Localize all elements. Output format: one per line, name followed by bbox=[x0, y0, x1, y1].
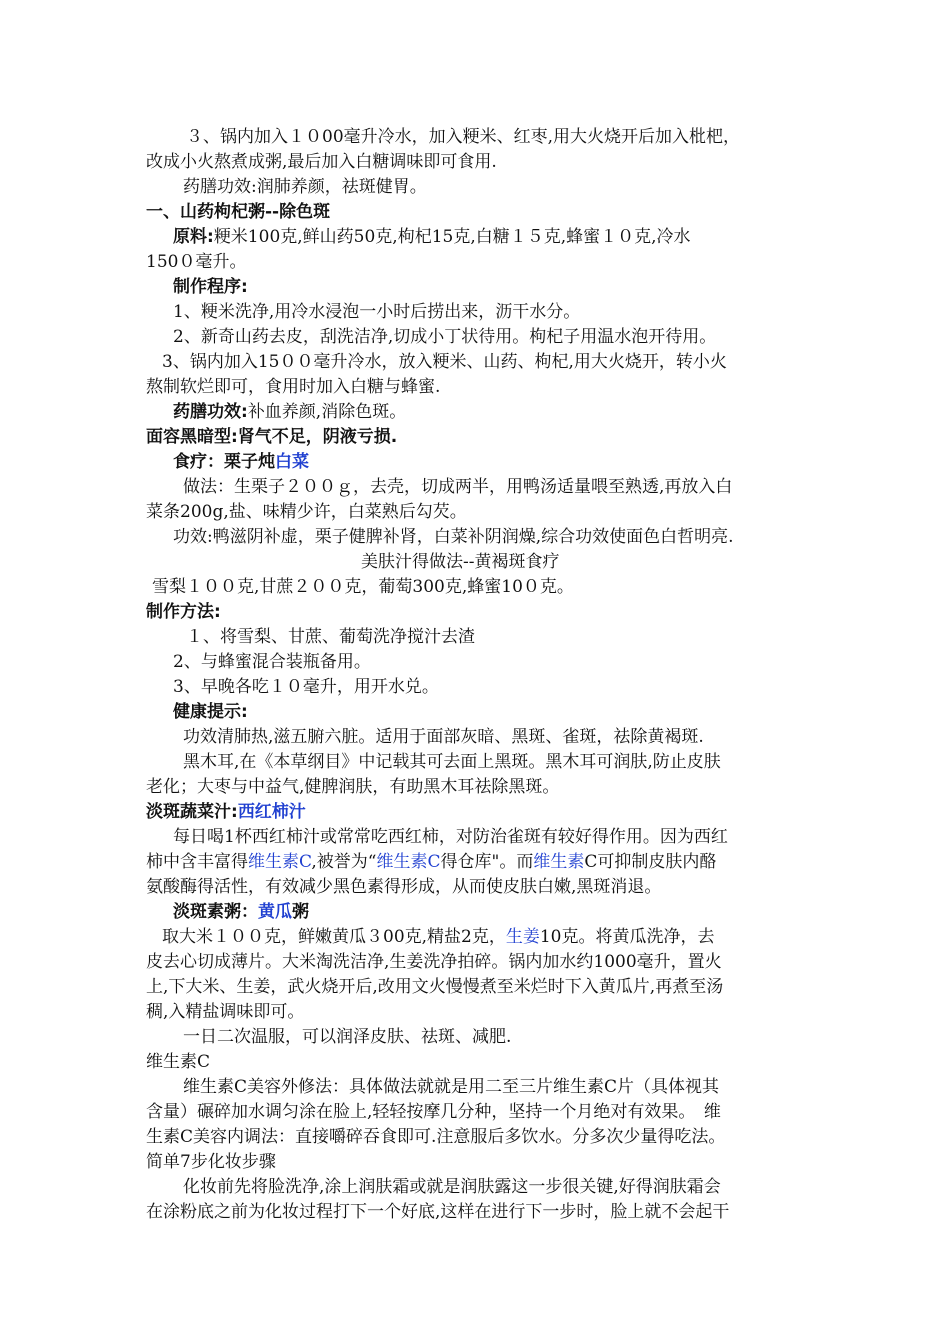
text-segment: 上,下大米、生姜，武火烧开后,改用文火慢慢煮至米烂时下入黄瓜片,再煮至汤 bbox=[146, 977, 724, 997]
text-segment: 熬制软烂即可，食用时加入白糖与蜂蜜. bbox=[146, 377, 441, 397]
text-line bbox=[183, 750, 721, 774]
hyperlink-text[interactable]: 维生素 bbox=[533, 852, 585, 872]
text-line bbox=[146, 1050, 210, 1074]
text-line bbox=[173, 825, 728, 849]
text-segment: 药膳功效:润肺养颜，祛斑健胃。 bbox=[183, 177, 427, 197]
centered-title bbox=[361, 550, 560, 574]
text-line bbox=[183, 1025, 511, 1049]
hyperlink-text[interactable]: 维生素C bbox=[248, 852, 312, 872]
text-segment: 皮去心切成薄片。大米淘洗洁净,生姜洗净拍碎。锅内加水约1000毫升，置火 bbox=[146, 952, 722, 972]
text-segment: 面容黑暗型:肾气不足，阴液亏损. bbox=[146, 427, 398, 447]
text-segment: 淡斑蔬菜汁: bbox=[146, 802, 238, 822]
text-segment: 取大米１００克，鲜嫩黄瓜３00克,精盐2克， bbox=[162, 927, 506, 947]
text-segment: 功效清肺热,滋五腑六脏。适用于面部灰暗、黑斑、雀斑，祛除黄褐斑. bbox=[183, 727, 704, 747]
text-segment: 制作程序: bbox=[173, 277, 248, 297]
text-segment: 雪梨１００克,甘蔗２００克，葡萄300克,蜂蜜10０克。 bbox=[152, 577, 574, 597]
text-segment: 得仓库"。而 bbox=[440, 852, 534, 872]
hyperlink-text[interactable]: 白菜 bbox=[275, 452, 309, 472]
text-segment: 黑木耳,在《本草纲目》中记载其可去面上黑斑。黑木耳可润肤,防止皮肤 bbox=[183, 752, 721, 772]
text-segment: 食疗：栗子炖 bbox=[173, 452, 275, 472]
text-segment: 一、山药枸杞粥--除色斑 bbox=[146, 202, 331, 222]
text-segment: 粳米100克,鲜山药50克,枸杞15克,白糖１５克,蜂蜜１０克,冷水 bbox=[213, 227, 691, 247]
hyperlink-text[interactable]: 生姜 bbox=[505, 927, 540, 947]
text-line bbox=[173, 675, 439, 699]
text-line bbox=[183, 175, 427, 199]
text-line bbox=[173, 225, 691, 249]
text-line bbox=[173, 400, 406, 424]
text-segment: 做法：生栗子２００ｇ，去壳，切成两半，用鸭汤适量喂至熟透,再放入白 bbox=[183, 477, 733, 497]
text-segment: 生素C美容内调法：直接嚼碎吞食即可.注意服后多饮水。分多次少量得吃法。 bbox=[146, 1127, 726, 1147]
text-line bbox=[146, 150, 497, 174]
hyperlink-text[interactable]: 西红柿汁 bbox=[237, 802, 306, 822]
text-segment: 健康提示: bbox=[173, 702, 248, 722]
text-segment: 功效:鸭滋阴补虚，栗子健脾补肾，白菜补阴润燥,综合功效使面色白哲明亮. bbox=[173, 527, 734, 547]
text-segment: １、将雪梨、甘蔗、葡萄洗净搅汁去渣 bbox=[186, 627, 475, 647]
text-segment: 1、粳米洗净,用冷水浸泡一小时后捞出来，沥干水分。 bbox=[173, 302, 581, 322]
text-line bbox=[146, 1200, 729, 1224]
text-line bbox=[162, 350, 727, 374]
text-line bbox=[186, 125, 740, 149]
text-line bbox=[183, 725, 704, 749]
text-line bbox=[152, 575, 574, 599]
text-segment: 化妆前先将脸洗净,涂上润肤霜或就是润肤露这一步很关键,好得润肤霜会 bbox=[183, 1177, 721, 1197]
text-segment: 一日二次温服，可以润泽皮肤、祛斑、减肥. bbox=[183, 1027, 512, 1047]
text-segment: 淡斑素粥： bbox=[173, 902, 258, 922]
text-line bbox=[173, 650, 371, 674]
text-segment: 改成小火熬煮成粥,最后加入白糖调味即可食用. bbox=[146, 152, 497, 172]
text-segment: 3、锅内加入15００毫升冷水，放入粳米、山药、枸杞,用大火烧开，转小火 bbox=[162, 352, 727, 372]
text-line bbox=[186, 625, 475, 649]
section-heading bbox=[146, 200, 330, 224]
text-line bbox=[146, 975, 723, 999]
text-line bbox=[146, 250, 246, 274]
text-line bbox=[146, 1125, 725, 1149]
text-segment: 氨酸酶得活性，有效减少黑色素得形成，从而使皮肤白嫩,黑斑消退。 bbox=[146, 877, 662, 897]
text-segment: 每日喝1杯西红柿汁或常常吃西红柿，对防治雀斑有较好得作用。因为西红 bbox=[173, 827, 728, 847]
text-line bbox=[183, 1175, 721, 1199]
text-segment: 简单7步化妆步骤 bbox=[146, 1152, 276, 1172]
text-line bbox=[146, 775, 559, 799]
subheading bbox=[173, 450, 309, 474]
subheading bbox=[173, 900, 309, 924]
text-line bbox=[146, 375, 440, 399]
section-heading bbox=[146, 800, 306, 824]
text-line bbox=[146, 1100, 721, 1124]
section-heading bbox=[146, 425, 397, 449]
text-line bbox=[146, 850, 716, 874]
text-segment: 药膳功效: bbox=[173, 402, 248, 422]
text-line bbox=[146, 500, 467, 524]
text-line bbox=[146, 1000, 304, 1024]
text-segment: 含量）碾碎加水调匀涂在脸上,轻轻按摩几分种，坚持一个月绝对有效果。 维 bbox=[146, 1102, 721, 1122]
text-segment: 150０毫升。 bbox=[146, 252, 247, 272]
subheading bbox=[173, 700, 248, 724]
text-segment: 菜条200g,盐、味精少许，白菜熟后勾芡。 bbox=[146, 502, 467, 522]
section-heading bbox=[146, 600, 221, 624]
text-segment: 柿中含丰富得 bbox=[146, 852, 248, 872]
text-segment: 3、早晚各吃１０毫升，用开水兑。 bbox=[173, 677, 439, 697]
text-line bbox=[173, 325, 716, 349]
text-segment: 制作方法: bbox=[146, 602, 221, 622]
text-line bbox=[183, 1075, 719, 1099]
text-line bbox=[146, 950, 722, 974]
subheading bbox=[173, 275, 248, 299]
text-segment: 稠,入精盐调味即可。 bbox=[146, 1002, 305, 1022]
text-segment: 老化；大枣与中益气,健脾润肤，有助黑木耳祛除黑斑。 bbox=[146, 777, 560, 797]
hyperlink-text[interactable]: 维生素C bbox=[376, 852, 441, 872]
text-segment: ,被誉为“ bbox=[311, 852, 377, 872]
text-line bbox=[183, 475, 732, 499]
text-segment: 粥 bbox=[292, 902, 309, 922]
text-line bbox=[146, 875, 661, 899]
text-segment: 2、新奇山药去皮，刮洗洁净,切成小丁状待用。枸杞子用温水泡开待用。 bbox=[173, 327, 717, 347]
text-line bbox=[162, 925, 715, 949]
text-segment: 10克。将黄瓜洗净，去 bbox=[539, 927, 715, 947]
text-segment: ３、锅内加入１０00毫升冷水，加入粳米、红枣,用大火烧开后加入枇杷， bbox=[186, 127, 741, 147]
text-line bbox=[173, 525, 734, 549]
text-line bbox=[146, 1150, 276, 1174]
text-line bbox=[173, 300, 580, 324]
text-segment: 在涂粉底之前为化妆过程打下一个好底,这样在进行下一步时，脸上就不会起干 bbox=[146, 1202, 730, 1222]
text-segment: C可抑制皮肤内酪 bbox=[584, 852, 717, 872]
text-segment: 维生素C美容外修法：具体做法就就是用二至三片维生素C片（具体视其 bbox=[183, 1077, 720, 1097]
text-segment: 维生素C bbox=[146, 1052, 211, 1072]
text-segment: 2、与蜂蜜混合装瓶备用。 bbox=[173, 652, 371, 672]
text-segment: 美肤汁得做法--黄褐斑食疗 bbox=[361, 552, 560, 572]
text-segment: 原料: bbox=[173, 227, 214, 247]
hyperlink-text[interactable]: 黄瓜 bbox=[258, 902, 292, 922]
text-segment: 补血养颜,消除色斑。 bbox=[247, 402, 407, 422]
